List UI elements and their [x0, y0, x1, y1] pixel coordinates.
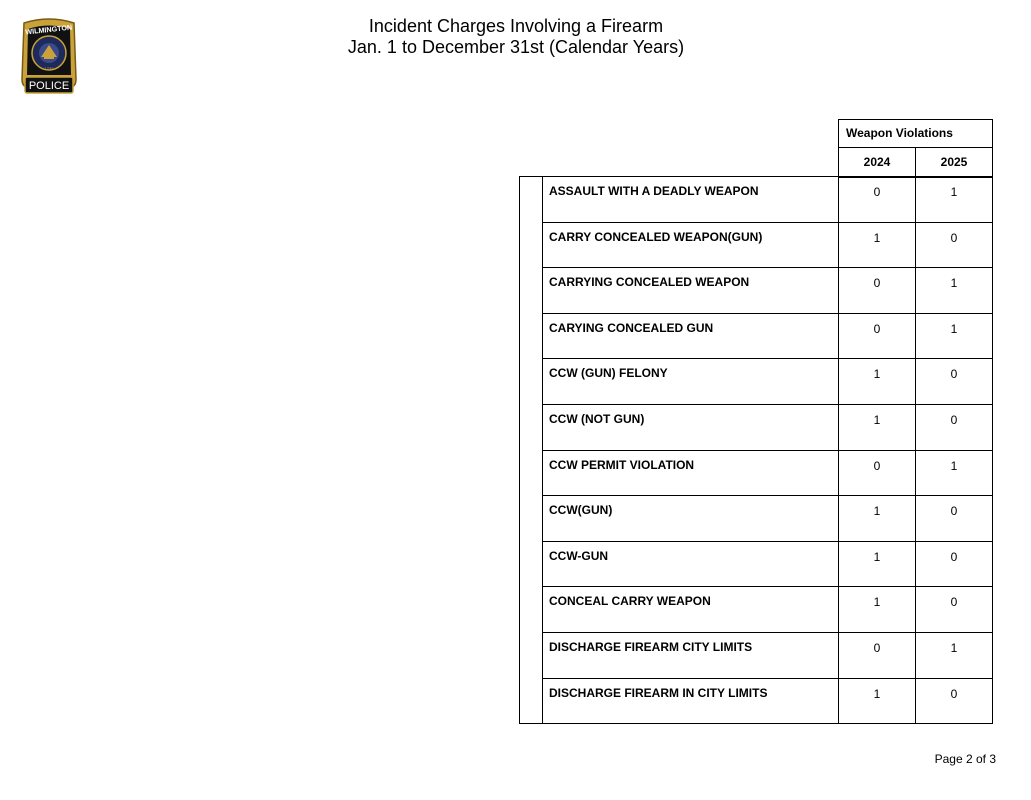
- row-gutter: [520, 222, 543, 268]
- table-row: [520, 177, 993, 223]
- charge-name: ASSAULT WITH A DEADLY WEAPON: [543, 177, 839, 223]
- charge-name: CCW (NOT GUN): [543, 404, 839, 450]
- table-row: [520, 678, 993, 724]
- table-row: [520, 496, 993, 542]
- badge-shape: [20, 17, 78, 101]
- report-subtitle: Jan. 1 to December 31st (Calendar Years): [347, 37, 685, 57]
- count-2025: 0: [916, 496, 993, 542]
- charges-table: [519, 176, 993, 724]
- badge-top-text: WILMINGTON: [24, 22, 73, 37]
- count-2025: 1: [916, 632, 993, 678]
- count-2024: 0: [839, 313, 916, 359]
- row-gutter: [520, 268, 543, 314]
- badge-bottom-text: POLICE: [28, 80, 70, 92]
- year-header-2025: 2025: [915, 147, 993, 178]
- charge-name: CARRYING CONCEALED WEAPON: [543, 268, 839, 314]
- count-2025: 1: [916, 268, 993, 314]
- weapon-violations-header: Weapon Violations: [838, 119, 993, 148]
- row-gutter: [520, 678, 543, 724]
- table-row: [520, 632, 993, 678]
- row-gutter: [520, 541, 543, 587]
- count-2025: 0: [916, 587, 993, 633]
- count-2024: 1: [839, 404, 916, 450]
- count-2024: 0: [839, 268, 916, 314]
- row-gutter: [520, 450, 543, 496]
- count-2024: 1: [839, 222, 916, 268]
- count-2025: 0: [916, 359, 993, 405]
- row-gutter: [520, 313, 543, 359]
- charge-name: DISCHARGE FIREARM IN CITY LIMITS: [543, 678, 839, 724]
- row-gutter: [520, 177, 543, 223]
- count-2024: 0: [839, 632, 916, 678]
- charge-name: CCW(GUN): [543, 496, 839, 542]
- charge-name: CARRY CONCEALED WEAPON(GUN): [543, 222, 839, 268]
- row-gutter: [520, 587, 543, 633]
- page-number: Page 2 of 3: [934, 752, 996, 766]
- count-2024: 1: [839, 678, 916, 724]
- row-gutter: [520, 359, 543, 405]
- charge-name: CARYING CONCEALED GUN: [543, 313, 839, 359]
- row-gutter: [520, 632, 543, 678]
- count-2024: 0: [839, 450, 916, 496]
- badge-year-text: 1739: [44, 66, 54, 71]
- table-row: [520, 268, 993, 314]
- count-2024: 1: [839, 496, 916, 542]
- wilmington-police-badge-logo: [20, 17, 78, 101]
- count-2024: 1: [839, 587, 916, 633]
- table-row: [520, 313, 993, 359]
- count-2025: 0: [916, 222, 993, 268]
- table-row: [520, 359, 993, 405]
- row-gutter: [520, 404, 543, 450]
- count-2024: 0: [839, 177, 916, 223]
- count-2025: 0: [916, 404, 993, 450]
- count-2025: 1: [916, 450, 993, 496]
- charge-name: CCW-GUN: [543, 541, 839, 587]
- charge-name: DISCHARGE FIREARM CITY LIMITS: [543, 632, 839, 678]
- table-row: [520, 587, 993, 633]
- count-2024: 1: [839, 359, 916, 405]
- charge-name: CCW PERMIT VIOLATION: [543, 450, 839, 496]
- count-2025: 1: [916, 177, 993, 223]
- charge-name: CONCEAL CARRY WEAPON: [543, 587, 839, 633]
- count-2025: 0: [916, 678, 993, 724]
- count-2025: 1: [916, 313, 993, 359]
- table-row: [520, 450, 993, 496]
- charge-name: CCW (GUN) FELONY: [543, 359, 839, 405]
- count-2025: 0: [916, 541, 993, 587]
- report-title: Incident Charges Involving a Firearm: [368, 16, 664, 36]
- row-gutter: [520, 496, 543, 542]
- table-row: [520, 222, 993, 268]
- year-header-2024: 2024: [838, 147, 916, 178]
- table-row: [520, 541, 993, 587]
- count-2024: 1: [839, 541, 916, 587]
- table-row: [520, 404, 993, 450]
